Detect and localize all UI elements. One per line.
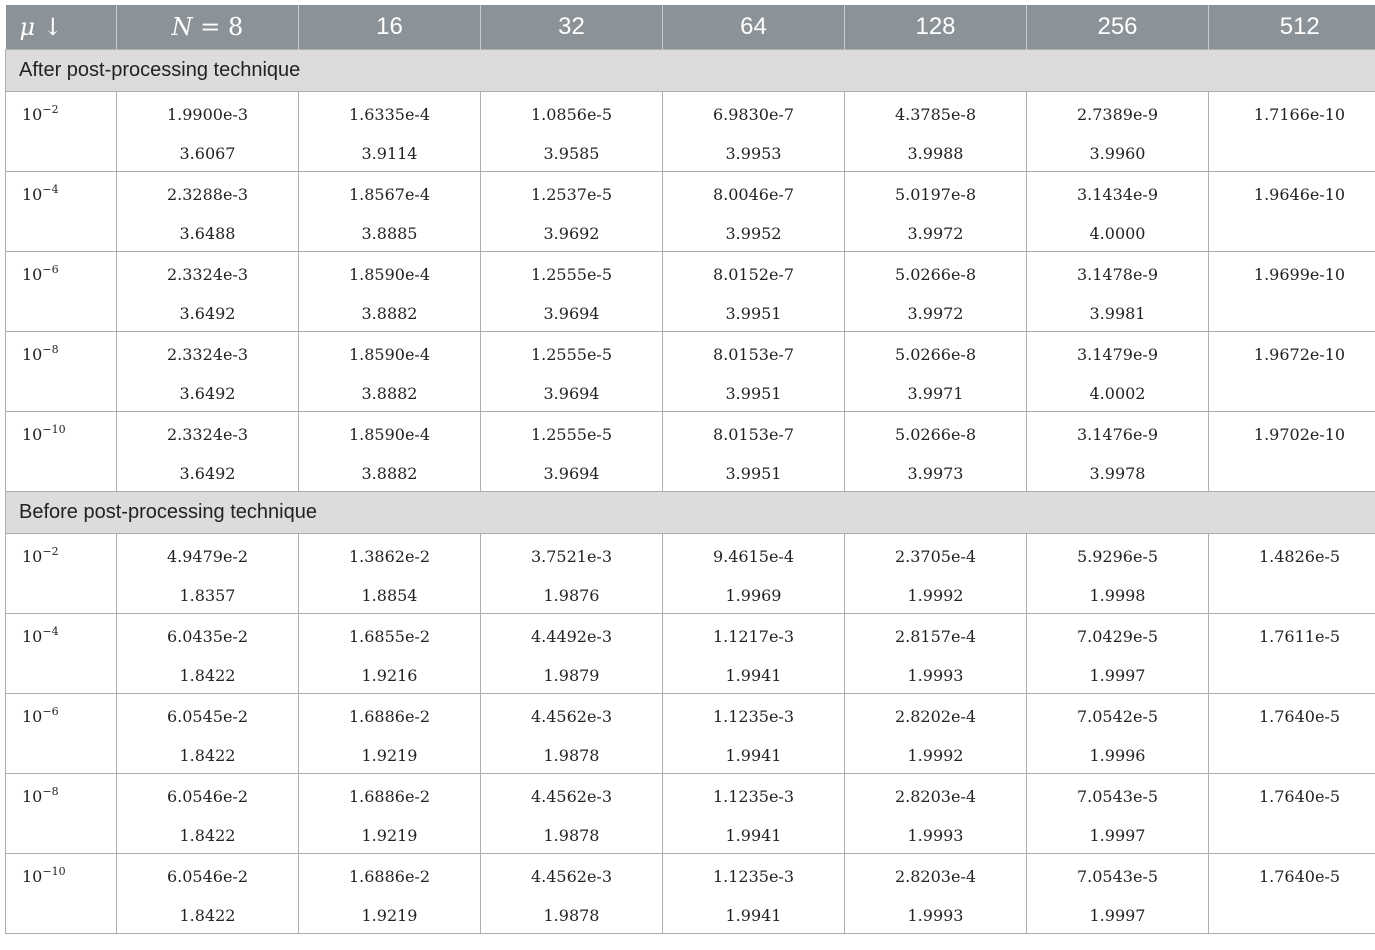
value-cell [299,614,481,694]
value-cell [1027,92,1209,172]
error-value: 3.1479e-9 [1076,345,1159,364]
rate-value: 1.9216 [361,666,418,685]
rate-value: 3.9960 [1089,144,1146,163]
value-cell [481,252,663,332]
rate-value: 1.9998 [1089,586,1146,605]
value-cell [1209,774,1375,854]
error-value: 6.0435e-2 [166,627,249,646]
section-row [6,492,1375,534]
value-cell [1209,534,1375,614]
error-value: 1.9699e-10 [1253,265,1346,284]
error-value: 6.0546e-2 [166,787,249,806]
rate-value: 1.9878 [543,906,600,925]
error-value: 1.6855e-2 [348,627,431,646]
rate-value: 1.9992 [907,586,964,605]
table-row [6,774,1375,854]
rate-value: 1.9876 [543,586,600,605]
mu-exponent: −6 [42,263,59,276]
error-value: 7.0542e-5 [1076,707,1159,726]
rate-value: 3.9585 [543,144,600,163]
error-value: 1.7640e-5 [1258,787,1341,806]
error-value: 1.7611e-5 [1258,627,1341,646]
error-value: 1.6335e-4 [348,105,431,124]
header-n-8 [117,5,299,50]
rate-value: 1.9993 [907,906,964,925]
rate-value: 3.9973 [907,464,964,483]
table-row [6,412,1375,492]
value-cell [117,172,299,252]
rate-value: 1.9941 [725,746,782,765]
value-cell [663,332,845,412]
rate-value: 1.9997 [1089,826,1146,845]
error-value: 1.9900e-3 [166,105,249,124]
mu-value [22,545,116,566]
rate-value: 1.8422 [179,826,236,845]
results-table [5,5,1375,934]
error-value: 1.1235e-3 [712,707,795,726]
error-value: 3.7521e-3 [530,547,613,566]
value-cell [1209,92,1375,172]
section-title: After post-processing technique [6,50,1375,92]
error-value: 1.8590e-4 [348,425,431,444]
value-cell [1209,614,1375,694]
mu-cell [6,332,117,412]
mu-exponent: −6 [42,705,59,718]
value-cell [663,252,845,332]
error-value: 1.1235e-3 [712,867,795,886]
header-n-32: 32 [481,5,663,50]
value-cell [299,774,481,854]
error-value: 2.8202e-4 [894,707,977,726]
error-value: 6.0546e-2 [166,867,249,886]
error-value: 7.0543e-5 [1076,867,1159,886]
error-value: 4.3785e-8 [894,105,977,124]
error-value: 8.0153e-7 [712,425,795,444]
error-value: 8.0046e-7 [712,185,795,204]
mu-exponent: −10 [42,423,66,436]
error-value: 1.2537e-5 [530,185,613,204]
rate-value: 4.0002 [1089,384,1146,403]
rate-value: 3.9694 [543,384,600,403]
value-cell [845,92,1027,172]
value-cell [117,92,299,172]
error-value: 1.2555e-5 [530,425,613,444]
value-cell [117,614,299,694]
error-value: 2.8203e-4 [894,867,977,886]
value-cell [1027,854,1209,934]
value-cell [845,172,1027,252]
rate-value: 1.9878 [543,746,600,765]
error-value: 7.0543e-5 [1076,787,1159,806]
error-value: 1.3862e-2 [348,547,431,566]
value-cell [299,252,481,332]
value-cell [1027,614,1209,694]
table-row [6,614,1375,694]
error-value: 1.9646e-10 [1253,185,1346,204]
mu-exponent: −2 [42,545,59,558]
value-cell [845,694,1027,774]
rate-value: 1.9219 [361,746,418,765]
rate-value: 1.9941 [725,666,782,685]
value-cell [299,534,481,614]
mu-cell [6,412,117,492]
rate-value: 3.6488 [179,224,236,243]
value-cell [663,614,845,694]
table-body [6,50,1375,934]
rate-value: 1.8422 [179,906,236,925]
error-value: 3.1476e-9 [1076,425,1159,444]
value-cell [845,412,1027,492]
rate-value: 3.9951 [725,304,782,323]
error-value: 1.7166e-10 [1253,105,1346,124]
mu-cell [6,252,117,332]
header-n-var: N [171,13,193,41]
value-cell [663,854,845,934]
rate-value: 3.9971 [907,384,964,403]
value-cell [1027,694,1209,774]
header-n-512: 512 [1209,5,1375,50]
value-cell [1209,252,1375,332]
error-value: 1.4826e-5 [1258,547,1341,566]
error-value: 1.8590e-4 [348,265,431,284]
mu-cell [6,614,117,694]
rate-value: 3.9952 [725,224,782,243]
error-value: 2.8157e-4 [894,627,977,646]
error-value: 2.8203e-4 [894,787,977,806]
mu-value [22,423,116,444]
error-value: 4.9479e-2 [166,547,249,566]
mu-base: 10 [22,627,43,646]
value-cell [845,614,1027,694]
value-cell [299,332,481,412]
rate-value: 3.9978 [1089,464,1146,483]
value-cell [1027,534,1209,614]
mu-value [22,625,116,646]
rate-value: 1.9879 [543,666,600,685]
rate-value: 1.8422 [179,746,236,765]
mu-value [22,705,116,726]
section-title: Before post-processing technique [6,492,1375,534]
mu-exponent: −2 [42,103,59,116]
value-cell [845,332,1027,412]
value-cell [481,694,663,774]
rate-value: 3.6067 [179,144,236,163]
value-cell [1027,172,1209,252]
error-value: 1.7640e-5 [1258,707,1341,726]
rate-value: 1.8854 [361,586,418,605]
header-n-128: 128 [845,5,1027,50]
value-cell [663,534,845,614]
rate-value: 3.9951 [725,384,782,403]
value-cell [1027,252,1209,332]
value-cell [299,172,481,252]
value-cell [845,252,1027,332]
mu-base: 10 [22,105,43,124]
rate-value: 1.9993 [907,826,964,845]
error-value: 1.9672e-10 [1253,345,1346,364]
error-value: 7.0429e-5 [1076,627,1159,646]
error-value: 1.8567e-4 [348,185,431,204]
error-value: 1.1235e-3 [712,787,795,806]
mu-base: 10 [22,265,43,284]
mu-base: 10 [22,547,43,566]
mu-cell [6,774,117,854]
mu-base: 10 [22,867,43,886]
error-value: 5.0266e-8 [894,265,977,284]
error-value: 2.3324e-3 [166,425,249,444]
value-cell [299,92,481,172]
value-cell [117,332,299,412]
mu-value [22,343,116,364]
error-value: 4.4562e-3 [530,867,613,886]
value-cell [1209,854,1375,934]
value-cell [845,774,1027,854]
error-value: 2.3288e-3 [166,185,249,204]
error-value: 2.7389e-9 [1076,105,1159,124]
mu-cell [6,854,117,934]
value-cell [663,172,845,252]
value-cell [299,694,481,774]
rate-value: 1.9941 [725,906,782,925]
value-cell [481,92,663,172]
table-row [6,694,1375,774]
error-value: 1.9702e-10 [1253,425,1346,444]
rate-value: 3.6492 [179,304,236,323]
rate-value: 3.9692 [543,224,600,243]
table-header [6,5,1375,50]
error-value: 1.7640e-5 [1258,867,1341,886]
value-cell [481,774,663,854]
value-cell [845,534,1027,614]
value-cell [117,412,299,492]
rate-value: 3.9972 [907,304,964,323]
rate-value: 1.9997 [1089,666,1146,685]
value-cell [1209,412,1375,492]
value-cell [299,412,481,492]
rate-value: 3.9114 [361,144,418,163]
header-mu: μ ↓ [6,5,117,50]
value-cell [117,774,299,854]
rate-value: 3.9953 [725,144,782,163]
value-cell [117,252,299,332]
header-row [6,5,1375,50]
error-value: 5.0197e-8 [894,185,977,204]
value-cell [481,854,663,934]
rate-value: 1.9219 [361,826,418,845]
error-value: 5.9296e-5 [1076,547,1159,566]
rate-value: 3.8882 [361,384,418,403]
error-value: 1.6886e-2 [348,707,431,726]
rate-value: 3.6492 [179,384,236,403]
table-row [6,252,1375,332]
value-cell [663,694,845,774]
rate-value: 1.9996 [1089,746,1146,765]
value-cell [1209,332,1375,412]
error-value: 3.1434e-9 [1076,185,1159,204]
rate-value: 3.8882 [361,464,418,483]
rate-value: 1.9941 [725,826,782,845]
header-n-64: 64 [663,5,845,50]
mu-value [22,103,116,124]
mu-exponent: −4 [42,625,59,638]
header-n-16: 16 [299,5,481,50]
error-value: 2.3324e-3 [166,345,249,364]
value-cell [481,534,663,614]
rate-value: 1.8357 [179,586,236,605]
rate-value: 3.9981 [1089,304,1146,323]
error-value: 1.6886e-2 [348,787,431,806]
rate-value: 3.6492 [179,464,236,483]
rate-value: 3.9694 [543,304,600,323]
mu-base: 10 [22,707,43,726]
error-value: 5.0266e-8 [894,425,977,444]
mu-value [22,865,116,886]
error-value: 2.3705e-4 [894,547,977,566]
mu-cell [6,694,117,774]
rate-value: 1.9993 [907,666,964,685]
value-cell [663,92,845,172]
value-cell [481,412,663,492]
value-cell [663,412,845,492]
rate-value: 4.0000 [1089,224,1146,243]
mu-base: 10 [22,787,43,806]
mu-exponent: −4 [42,183,59,196]
rate-value: 3.9694 [543,464,600,483]
value-cell [117,694,299,774]
header-n-256: 256 [1027,5,1209,50]
error-value: 4.4492e-3 [530,627,613,646]
error-value: 4.4562e-3 [530,787,613,806]
value-cell [481,614,663,694]
value-cell [117,854,299,934]
rate-value: 3.8882 [361,304,418,323]
error-value: 8.0152e-7 [712,265,795,284]
mu-exponent: −10 [42,865,66,878]
error-value: 2.3324e-3 [166,265,249,284]
error-value: 3.1478e-9 [1076,265,1159,284]
table-row [6,332,1375,412]
table-row [6,172,1375,252]
error-value: 1.1217e-3 [712,627,795,646]
section-row [6,50,1375,92]
table-row [6,534,1375,614]
rate-value: 1.9997 [1089,906,1146,925]
error-value: 6.9830e-7 [712,105,795,124]
error-value: 1.2555e-5 [530,345,613,364]
value-cell [481,172,663,252]
table-row [6,854,1375,934]
error-value: 1.6886e-2 [348,867,431,886]
table-row [6,92,1375,172]
rate-value: 1.9992 [907,746,964,765]
value-cell [117,534,299,614]
value-cell [1027,774,1209,854]
header-n-rest: = 8 [192,13,244,41]
value-cell [663,774,845,854]
mu-value [22,263,116,284]
mu-base: 10 [22,185,43,204]
error-value: 9.4615e-4 [712,547,795,566]
value-cell [1209,694,1375,774]
value-cell [1027,332,1209,412]
error-value: 4.4562e-3 [530,707,613,726]
rate-value: 1.9878 [543,826,600,845]
rate-value: 3.9972 [907,224,964,243]
mu-cell [6,92,117,172]
error-value: 8.0153e-7 [712,345,795,364]
error-value: 5.0266e-8 [894,345,977,364]
rate-value: 1.9219 [361,906,418,925]
value-cell [845,854,1027,934]
error-value: 6.0545e-2 [166,707,249,726]
error-value: 1.2555e-5 [530,265,613,284]
mu-cell [6,534,117,614]
rate-value: 1.8422 [179,666,236,685]
mu-base: 10 [22,425,43,444]
value-cell [1209,172,1375,252]
rate-value: 3.9988 [907,144,964,163]
rate-value: 3.9951 [725,464,782,483]
rate-value: 3.8885 [361,224,418,243]
error-value: 1.0856e-5 [530,105,613,124]
value-cell [1027,412,1209,492]
value-cell [481,332,663,412]
mu-value [22,785,116,806]
value-cell [299,854,481,934]
mu-value [22,183,116,204]
mu-base: 10 [22,345,43,364]
error-value: 1.8590e-4 [348,345,431,364]
mu-exponent: −8 [42,343,59,356]
rate-value: 1.9969 [725,586,782,605]
mu-exponent: −8 [42,785,59,798]
mu-cell [6,172,117,252]
